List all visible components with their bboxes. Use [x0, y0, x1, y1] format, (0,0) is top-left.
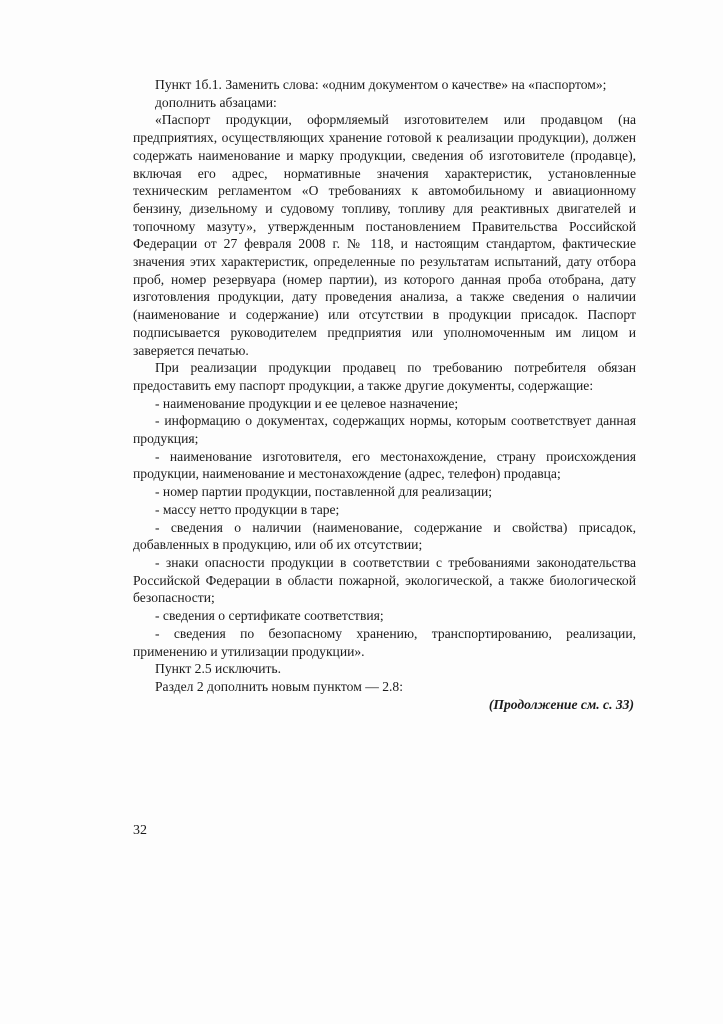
- list-item: - наименование продукции и ее целевое назначение;: [155, 395, 459, 411]
- document-body: [133, 76, 636, 713]
- continuation-note: (Продолжение см. с. 33): [488, 696, 634, 712]
- list-item: - массу нетто продукции в таре;: [155, 501, 340, 517]
- list-item: - номер партии продукции, поставленной для реализации;: [155, 484, 493, 500]
- paragraph: дополнить абзацами:: [155, 94, 277, 110]
- page-number: 32: [133, 823, 147, 838]
- paragraph: При реализации продукции продавец по требованию потребителя обязан предоставить ему паспорт продукции, а также другие документы, содержащие:: [133, 360, 636, 393]
- list-item: - сведения по безопасному хранению, транспортированию, реализации, применению и утилизации продукции».: [133, 625, 636, 659]
- paragraph: Пункт 2.5 исключить.: [155, 661, 282, 677]
- list-item: - наименование изготовителя, его местонахождение, страну происхождения продукции, наименование и местонахождение (адрес, телефон) продавца;: [133, 448, 636, 482]
- paragraph: Пункт 1б.1. Заменить слова: «одним документом о качестве» на «паспортом»;: [155, 77, 607, 92]
- list-item: - сведения о наличии (наименование, содержание и свойства) присадок, добавленных в продукцию, или об их отсутствии;: [133, 519, 636, 553]
- list-item: - знаки опасности продукции в соответствии с требованиями законодательства Российской Федерации в области пожарной, экологической, а также биологической безопасности;: [133, 554, 636, 606]
- list-item: - сведения о сертификате соответствия;: [155, 608, 384, 624]
- paragraph: «Паспорт продукции, оформляемый изготовителем или продавцом (на предприятиях, осуществляющих хранение готовой к реализации продукции), должен содержать наименование и марку продукции, сведения об изготовителе (продавце), включая его адрес, нормативные значения характеристик, установленные техническим регламентом «О требованиях к автомобильному и авиационному бензину, дизельному и судовому топливу, топливу для реактивных двигателей и топочному мазуту», утвержденным постановлением Правительства Российской Федерации от 27 февраля 2008 г. № 118, и настоящим стандартом, фактические значения этих характеристик, определенные по результатам испытаний, дату отбора проб, номер резервуара (номер партии), из которого данная проба отобрана, дату изготовления продукции, дату проведения анализа, а также сведения о наличии (наименование и содержание) или отсутствии в продукции присадок. Паспорт подписывается руководителем предприятия или уполномоченным им лицом и заверяется печатью.: [133, 112, 636, 358]
- list-item: - информацию о документах, содержащих нормы, которым соответствует данная продукция;: [133, 413, 636, 447]
- paragraph: Раздел 2 дополнить новым пунктом — 2.8:: [155, 678, 403, 694]
